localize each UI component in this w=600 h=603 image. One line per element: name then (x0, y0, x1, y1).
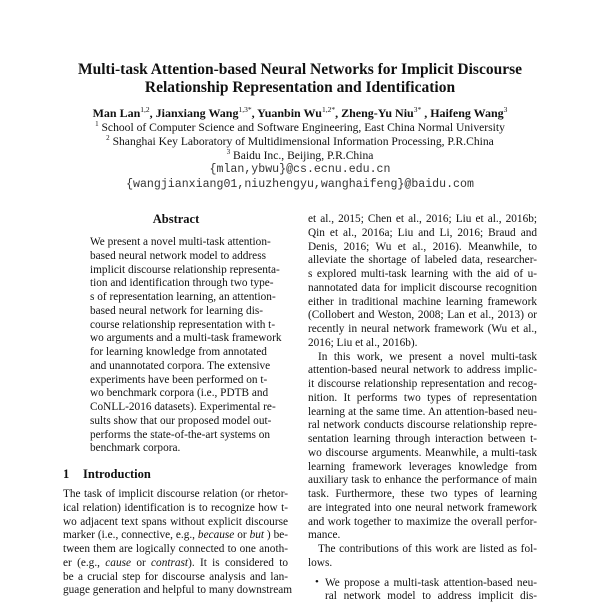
text-run: tween them are logically connected to one anoth- (63, 543, 288, 555)
intro-line (63, 488, 288, 501)
body-line: nannotated data for implicit discourse recognition (308, 281, 537, 294)
author-affil: 1,3* (238, 105, 252, 114)
body-line: (Collobert and Weston, 2008; Lan et al., 2013) or (308, 309, 537, 322)
bullet-line: ral network model to address implicit dis- (325, 590, 537, 603)
body-line: task. Furthermore, these two types of learning (308, 488, 537, 500)
intro-line (63, 529, 288, 542)
affil-text: School of Computer Science and Software Engineering, East China Normal University (101, 120, 505, 134)
body-line: attention-based neural network to address implic- (308, 364, 537, 377)
abstract-line: based neural network model to address (90, 249, 266, 262)
body-line: wo discourse arguments. Meanwhile, a multi-task (308, 446, 537, 459)
abstract-line: for learning knowledge from annotated (90, 346, 267, 358)
text-run: ) be- (264, 529, 289, 542)
affil-number: 1 (95, 120, 99, 128)
body-line: The contributions of this work are listed as fol- (318, 543, 537, 555)
section-number: 1 (63, 467, 70, 481)
body-line: alleviate the shortage of labeled data, researcher- (308, 254, 537, 267)
text-run: or (234, 529, 250, 542)
intro-line (63, 516, 288, 529)
text-run: ). It is considered to (188, 556, 288, 569)
text-run: wo adjacent text spans without explicit discourse (63, 515, 288, 528)
abstract-line: benchmark corpora. (90, 442, 181, 455)
bullet-line: We propose a multi-task attention-based neu- (325, 576, 537, 589)
body-line: nition. It performs two types of representation (308, 391, 537, 404)
abstract-line: implicit discourse relationship representa- (90, 263, 280, 276)
abstract-line: experiments have been performed on t- (90, 373, 268, 386)
author: Jianxiang Wang (155, 106, 239, 120)
author-affil: 3 (503, 105, 508, 114)
abstract-line: course relationship representation with t- (90, 318, 276, 331)
affiliation (0, 120, 600, 134)
author-affil: 1,2* (321, 105, 336, 114)
author: Haifeng Wang (430, 106, 504, 120)
email: {mlan,ybwu}@cs.ecnu.edu.cn (209, 163, 391, 176)
abstract-line: wo benchmark corpora (i.e., PDTB and (90, 387, 269, 400)
affil-number: 3 (226, 148, 231, 156)
affil-number: 2 (106, 134, 110, 142)
body-line: sentation learning through interaction between t- (308, 433, 537, 445)
bullet-icon: • (315, 575, 319, 588)
author: Zheng-Yu Niu (341, 106, 414, 120)
body-line: ral network conducts discourse relationship repre- (308, 419, 537, 432)
text-run: be a crucial step for discourse analysis and lan- (63, 570, 288, 583)
body-line: et al., 2015; Chen et al., 2016; Liu et al., 2016b; (308, 213, 537, 225)
abstract-line: wo arguments and a multi-task framework (90, 332, 282, 345)
body-line: and work together to maximize the overall perfor- (308, 515, 537, 528)
intro-line (63, 584, 293, 597)
text-run: marker (i.e., connective, e.g., (63, 529, 198, 542)
body-line: auxiliary task to enhance the performance of main (308, 474, 537, 487)
section-heading: Introduction (83, 467, 151, 481)
body-line: s explored multi-task learning with the aid of u- (308, 268, 537, 280)
author-affil: 1,2 (140, 105, 150, 114)
body-line: it discourse relationship representation and recog- (308, 378, 537, 390)
body-line: Denis, 2016; Wu et al., 2016). Meanwhile, to (308, 240, 537, 253)
abstract-line: performs the state-of-the-art systems on (90, 428, 271, 441)
text-run: er (e.g., (63, 556, 106, 569)
affil-text: Shanghai Key Laboratory of Multidimensional Information Processing, P.R.China (112, 134, 494, 148)
body-line: recently in neural network framework (Wu et al., (308, 323, 537, 335)
body-line: lows. (308, 556, 333, 569)
body-line: 2016; Liu et al., 2016b). (308, 336, 418, 349)
intro-line (63, 571, 288, 584)
author: Man Lan (92, 106, 141, 120)
abstract-heading: Abstract (152, 212, 200, 226)
abstract-line: CoNLL-2016 datasets). Experimental re- (90, 401, 276, 413)
author: Yuanbin Wu (257, 106, 322, 120)
body-line: Qin et al., 2016a; Liu and Li, 2016; Braud and (308, 226, 537, 239)
italic-term: because (197, 529, 235, 542)
author-affil: 3* (413, 105, 422, 114)
affiliation (0, 148, 600, 162)
italic-term: cause (105, 556, 132, 569)
abstract-line: sults show that our proposed model out- (90, 414, 272, 427)
abstract-line: and unannotated corpora. The extensive (90, 359, 271, 372)
text-run: or (131, 556, 152, 569)
intro-line (63, 502, 288, 515)
abstract-line: s of representation learning, an attention- (90, 291, 276, 303)
email: {wangjianxiang01,niuzhengyu,wanghaifeng}@baidu.com (126, 178, 474, 191)
italic-term: but (249, 529, 264, 542)
affiliation (0, 134, 600, 148)
intro-line (63, 543, 288, 556)
paper-title-line-2: Relationship Representation and Identification (144, 79, 456, 96)
affil-text: Baidu Inc., Beijing, P.R.China (232, 148, 374, 162)
text-run: ical relation) identification is to recognize how t- (63, 501, 288, 514)
body-line: either in traditional machine learning framework (308, 295, 537, 308)
italic-term: contrast (151, 556, 189, 569)
body-line: In this work, we present a novel multi-task (318, 350, 537, 363)
paper-title-line-1: Multi-task Attention-based Neural Networks for Implicit Discourse (77, 61, 522, 78)
body-line: mance. (308, 529, 341, 542)
text-run: The task of implicit discourse relation (or rhetor- (63, 488, 288, 500)
body-line: learning framework leverages knowledge from (308, 460, 537, 473)
abstract-line: based neural network for learning dis- (90, 304, 263, 317)
abstract-line: We present a novel multi-task attention- (90, 236, 271, 248)
body-line: are integrated into one neural network framework (308, 501, 537, 514)
intro-line (63, 557, 288, 570)
text-run: guage generation and helpful to many downstream (63, 584, 293, 597)
body-line: learning at the same time. An attention-based neu- (308, 405, 537, 418)
abstract-line: tion and identification through two type- (90, 277, 274, 290)
author-list: Man Lan$^{1,2}$, Jianxiang Wang$^{1,3*}$, Yuanbin $Wu^{1,2*}$, Zheng-Yu Niu$^{3*}$ , Haifeng Wang$^3$ (92, 105, 508, 120)
